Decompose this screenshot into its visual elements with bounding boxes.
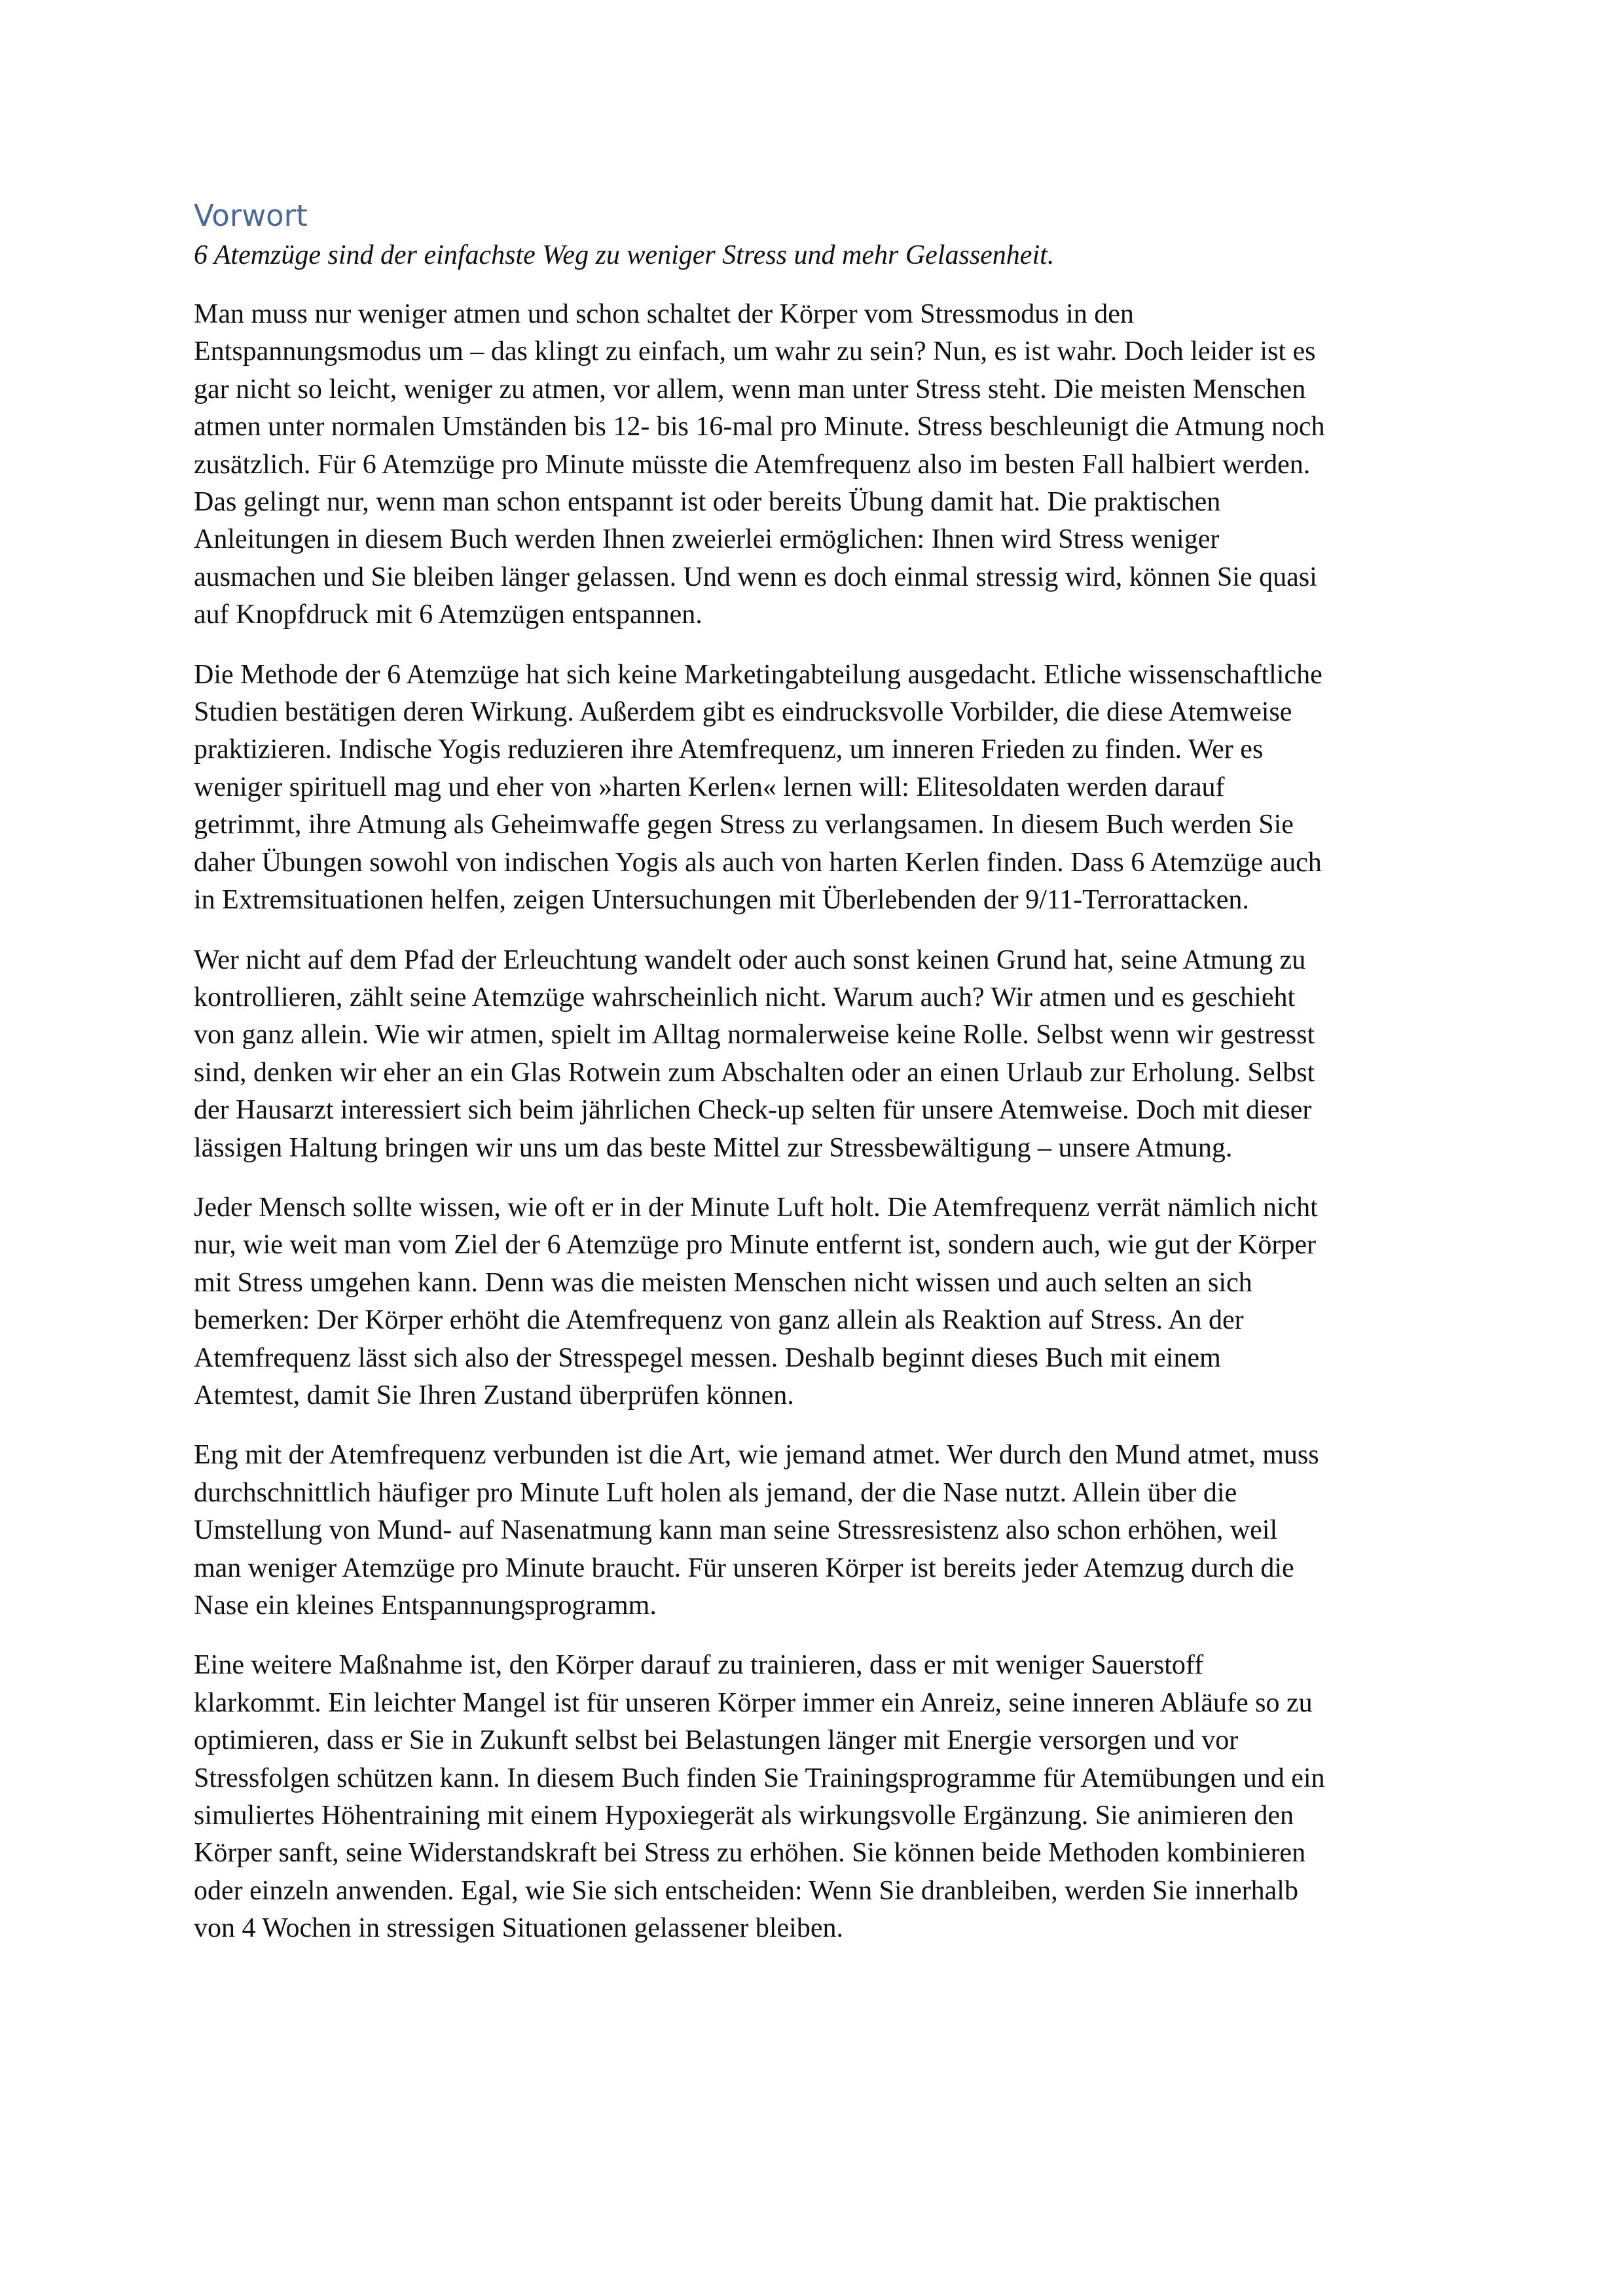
text-line: oder einzeln anwenden. Egal, wie Sie sich entscheiden: Wenn Sie dranbleiben, werden Sie innerhalb bbox=[194, 1875, 1298, 1906]
text-line: Wer nicht auf dem Pfad der Erleuchtung wandelt oder auch sonst keinen Grund hat, seine Atmung zu bbox=[194, 944, 1306, 975]
text-line: weniger spirituell mag und eher von »harten Kerlen« lernen will: Elitesoldaten werden darauf bbox=[194, 772, 1225, 802]
body-text bbox=[194, 296, 1438, 1948]
paragraph-3 bbox=[194, 942, 1438, 1167]
text-line: sind, denken wir eher an ein Glas Rotwein zum Abschalten oder an einen Urlaub zur Erholung. Selbst bbox=[194, 1057, 1315, 1088]
text-line: Stressfolgen schützen kann. In diesem Buch finden Sie Trainingsprogramme für Atemübungen und ein bbox=[194, 1763, 1325, 1793]
page-title: Vorwort bbox=[194, 198, 308, 233]
document-page bbox=[194, 196, 1438, 1970]
text-line: Eng mit der Atemfrequenz verbunden ist die Art, wie jemand atmet. Wer durch den Mund atmet, muss bbox=[194, 1440, 1319, 1471]
text-line: atmen unter normalen Umständen bis 12- bis 16-mal pro Minute. Stress beschleunigt die Atmung noch bbox=[194, 412, 1325, 442]
text-line: Körper sanft, seine Widerstandskraft bei Stress zu erhöhen. Sie können beide Methoden kombinieren bbox=[194, 1838, 1306, 1869]
text-line: bemerken: Der Körper erhöht die Atemfrequenz von ganz allein als Reaktion auf Stress. An der bbox=[194, 1305, 1244, 1336]
text-line: man weniger Atemzüge pro Minute braucht. Für unseren Körper ist bereits jeder Atemzug durch die bbox=[194, 1552, 1294, 1583]
text-line: Das gelingt nur, wenn man schon entspannt ist oder bereits Übung damit hat. Die praktischen bbox=[194, 487, 1221, 518]
text-line: Atemtest, damit Sie Ihren Zustand überprüfen können. bbox=[194, 1380, 794, 1410]
text-line: auf Knopfdruck mit 6 Atemzügen entspannen. bbox=[194, 600, 702, 630]
text-line: klarkommt. Ein leichter Mangel ist für unseren Körper immer ein Anreiz, seine inneren Abläufe so zu bbox=[194, 1687, 1313, 1718]
text-line: simuliertes Höhentraining mit einem Hypoxiegerät als wirkungsvolle Ergänzung. Sie animieren den bbox=[194, 1801, 1294, 1831]
text-line: durchschnittlich häufiger pro Minute Luft holen als jemand, der die Nase nutzt. Allein über die bbox=[194, 1477, 1237, 1508]
text-line: Studien bestätigen deren Wirkung. Außerdem gibt es eindrucksvolle Vorbilder, die diese Atemweise bbox=[194, 697, 1292, 728]
paragraph-5 bbox=[194, 1437, 1438, 1624]
text-line: nur, wie weit man vom Ziel der 6 Atemzüge pro Minute entfernt ist, sondern auch, wie gut der Körper bbox=[194, 1230, 1317, 1261]
text-line: Eine weitere Maßnahme ist, den Körper darauf zu trainieren, dass er mit weniger Sauerstoff bbox=[194, 1650, 1204, 1681]
text-line: Jeder Mensch sollte wissen, wie oft er in der Minute Luft holt. Die Atemfrequenz verrät nämlich nicht bbox=[194, 1192, 1318, 1223]
text-line: mit Stress umgehen kann. Denn was die meisten Menschen nicht wissen und auch selten an sich bbox=[194, 1267, 1252, 1298]
text-line: daher Übungen sowohl von indischen Yogis als auch von harten Kerlen finden. Dass 6 Atemzüge auch bbox=[194, 847, 1322, 878]
text-line: Anleitungen in diesem Buch werden Ihnen zweierlei ermöglichen: Ihnen wird Stress weniger bbox=[194, 524, 1220, 555]
text-line: Man muss nur weniger atmen und schon schaltet der Körper vom Stressmodus in den bbox=[194, 299, 1134, 329]
text-line: zusätzlich. Für 6 Atemzüge pro Minute müsste die Atemfrequenz also im besten Fall halbiert werden. bbox=[194, 449, 1311, 480]
text-line: optimieren, dass er Sie in Zukunft selbst bei Belastungen länger mit Energie versorgen und vor bbox=[194, 1725, 1239, 1756]
text-line: gar nicht so leicht, weniger zu atmen, vor allem, wenn man unter Stress steht. Die meisten Menschen bbox=[194, 374, 1306, 404]
text-line: von ganz allein. Wie wir atmen, spielt im Alltag normalerweise keine Rolle. Selbst wenn wir gestresst bbox=[194, 1020, 1315, 1050]
text-line: in Extremsituationen helfen, zeigen Untersuchungen mit Überlebenden der 9/11-Terrorattacken. bbox=[194, 885, 1249, 916]
paragraph-2 bbox=[194, 656, 1438, 920]
text-line: Die Methode der 6 Atemzüge hat sich keine Marketingabteilung ausgedacht. Etliche wissenschaftliche bbox=[194, 659, 1322, 690]
text-line: Umstellung von Mund- auf Nasenatmung kann man seine Stressresistenz also schon erhöhen, weil bbox=[194, 1515, 1278, 1546]
text-line: von 4 Wochen in stressigen Situationen gelassener bleiben. bbox=[194, 1913, 843, 1944]
text-line: Nase ein kleines Entspannungsprogramm. bbox=[194, 1590, 657, 1621]
paragraph-4 bbox=[194, 1189, 1438, 1414]
text-line: lässigen Haltung bringen wir uns um das beste Mittel zur Stressbewältigung – unsere Atmung. bbox=[194, 1132, 1233, 1163]
text-line: der Hausarzt interessiert sich beim jährlichen Check-up selten für unsere Atemweise. Doch mit dieser bbox=[194, 1095, 1312, 1126]
text-line: ausmachen und Sie bleiben länger gelassen. Und wenn es doch einmal stressig wird, können Sie quasi bbox=[194, 562, 1317, 592]
text-line: Atemfrequenz lässt sich also der Stresspegel messen. Deshalb beginnt dieses Buch mit einem bbox=[194, 1342, 1221, 1373]
text-line: getrimmt, ihre Atmung als Geheimwaffe gegen Stress zu verlangsamen. In diesem Buch werden Sie bbox=[194, 810, 1294, 840]
paragraph-1 bbox=[194, 296, 1438, 634]
text-line: Entspannungsmodus um – das klingt zu einfach, um wahr zu sein? Nun, es ist wahr. Doch leider ist es bbox=[194, 336, 1316, 367]
text-line: praktizieren. Indische Yogis reduzieren ihre Atemfrequenz, um inneren Frieden zu finden. Wer es bbox=[194, 734, 1264, 765]
paragraph-6 bbox=[194, 1647, 1438, 1947]
subtitle: 6 Atemzüge sind der einfachste Weg zu weniger Stress und mehr Gelassenheit. bbox=[194, 240, 1055, 270]
text-line: kontrollieren, zählt seine Atemzüge wahrscheinlich nicht. Warum auch? Wir atmen und es geschieht bbox=[194, 982, 1296, 1013]
